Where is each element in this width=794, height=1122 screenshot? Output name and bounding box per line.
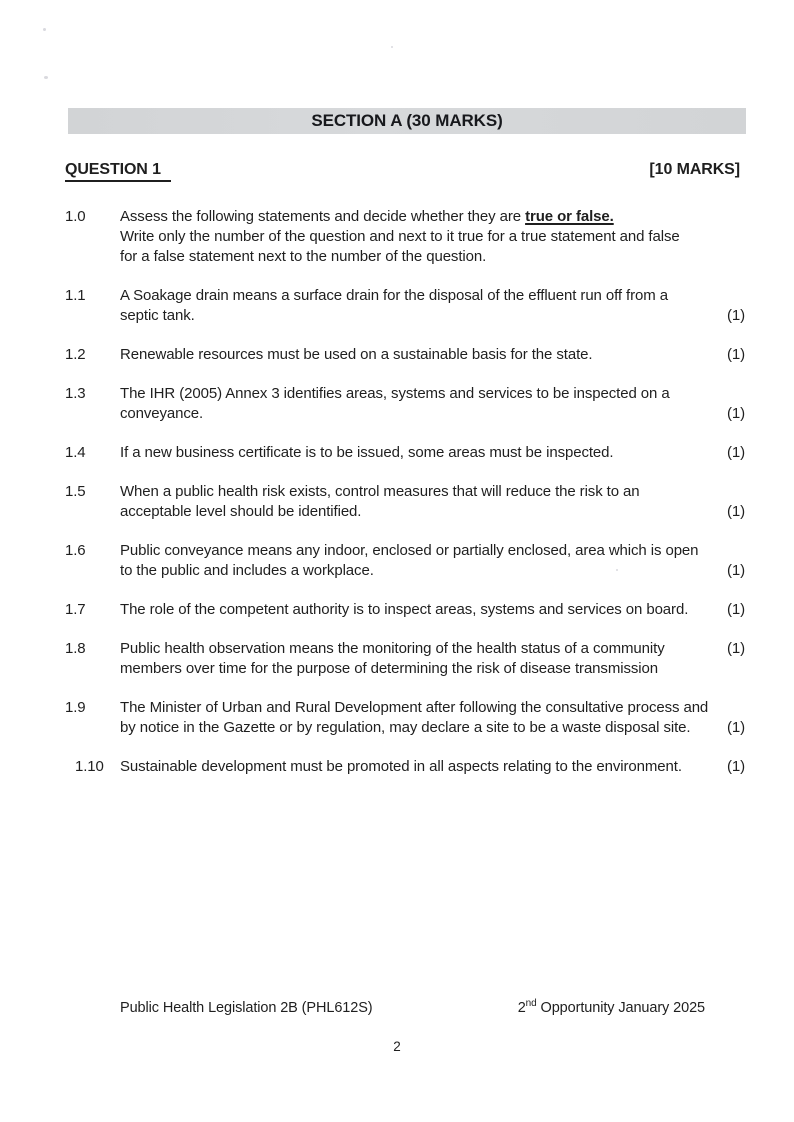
instruction-row	[65, 207, 745, 267]
page-footer	[120, 998, 705, 1018]
item-mark: (1)	[726, 307, 745, 324]
item-number: 1.2	[65, 346, 86, 363]
question-marks: [10 MARKS]	[649, 161, 740, 178]
item-mark: (1)	[726, 405, 745, 422]
item-row-1-3	[65, 384, 745, 424]
item-text: When a public health risk exists, control measures that will reduce the risk to an acceptable level should be identified.	[120, 483, 640, 520]
scan-artifact	[391, 46, 393, 48]
item-text: Public health observation means the monitoring of the health status of a community members over time for the purpose of determining the risk of disease transmission	[120, 640, 665, 677]
item-text: If a new business certificate is to be issued, some areas must be inspected.	[120, 444, 614, 461]
item-number: 1.4	[65, 444, 86, 461]
item-mark: (1)	[726, 444, 745, 461]
item-number: 1.5	[65, 483, 86, 500]
item-mark: (1)	[726, 758, 745, 775]
item-number: 1.10	[75, 758, 104, 775]
item-number: 1.7	[65, 601, 86, 618]
item-row-1-4	[65, 443, 745, 463]
item-row-1-1	[65, 286, 745, 326]
item-mark: (1)	[726, 346, 745, 363]
section-header-bar	[68, 108, 746, 134]
section-title: SECTION A (30 MARKS)	[311, 111, 503, 130]
instruction-text-after: Write only the number of the question and next to it true for a true statement and false for a false statement next to the number of the question.	[120, 228, 680, 265]
item-mark: (1)	[726, 562, 745, 579]
item-row-1-10	[65, 757, 745, 777]
item-mark: (1)	[726, 640, 745, 657]
footer-opportunity	[518, 998, 705, 1018]
instruction-text	[120, 207, 710, 267]
item-text: Public conveyance means any indoor, enclosed or partially enclosed, area which is open to the public and includes a workplace.	[120, 542, 699, 579]
item-row-1-9	[65, 698, 745, 738]
item-text: The Minister of Urban and Rural Development after following the consultative process and by notice in the Gazette or by regulation, may declare a site to be a waste disposal site.	[120, 699, 709, 736]
item-row-1-2	[65, 345, 745, 365]
scan-artifact	[616, 569, 618, 571]
question-header	[65, 160, 740, 182]
instruction-first-line	[120, 207, 710, 227]
item-text: The IHR (2005) Annex 3 identifies areas, systems and services to be inspected on a conveyance.	[120, 385, 670, 422]
item-number: 1.8	[65, 640, 86, 657]
item-text: The role of the competent authority is to inspect areas, systems and services on board.	[120, 601, 689, 618]
item-number: 1.3	[65, 385, 86, 402]
item-row-1-6	[65, 541, 745, 581]
footer-opportunity-num: 2	[517, 1000, 526, 1016]
item-text: Renewable resources must be used on a sustainable basis for the state.	[120, 346, 593, 363]
item-text: Sustainable development must be promoted in all aspects relating to the environment.	[120, 758, 682, 775]
item-row-1-5	[65, 482, 745, 522]
item-mark: (1)	[726, 719, 745, 736]
footer-course-title: Public Health Legislation 2B (PHL612S)	[120, 1000, 373, 1016]
item-row-1-7	[65, 600, 745, 620]
footer-opportunity-text: Opportunity January 2025	[536, 1000, 705, 1016]
scan-artifact	[43, 28, 46, 31]
scan-artifact	[44, 76, 48, 79]
page-number: 2	[393, 1039, 401, 1054]
item-number: 1.6	[65, 542, 86, 559]
item-row-1-8	[65, 639, 745, 679]
item-number: 1.0	[65, 208, 86, 225]
footer-opportunity-ordinal: nd	[525, 998, 537, 1010]
item-number: 1.1	[65, 287, 86, 304]
instruction-text-before: Assess the following statements and decide whether they are	[120, 208, 526, 225]
item-mark: (1)	[726, 601, 745, 618]
item-mark: (1)	[726, 503, 745, 520]
question-label: QUESTION 1	[65, 160, 171, 182]
item-text: A Soakage drain means a surface drain for the disposal of the effluent run off from a septic tank.	[120, 287, 668, 324]
instruction-emphasis: true or false.	[525, 208, 614, 225]
item-number: 1.9	[65, 699, 86, 716]
